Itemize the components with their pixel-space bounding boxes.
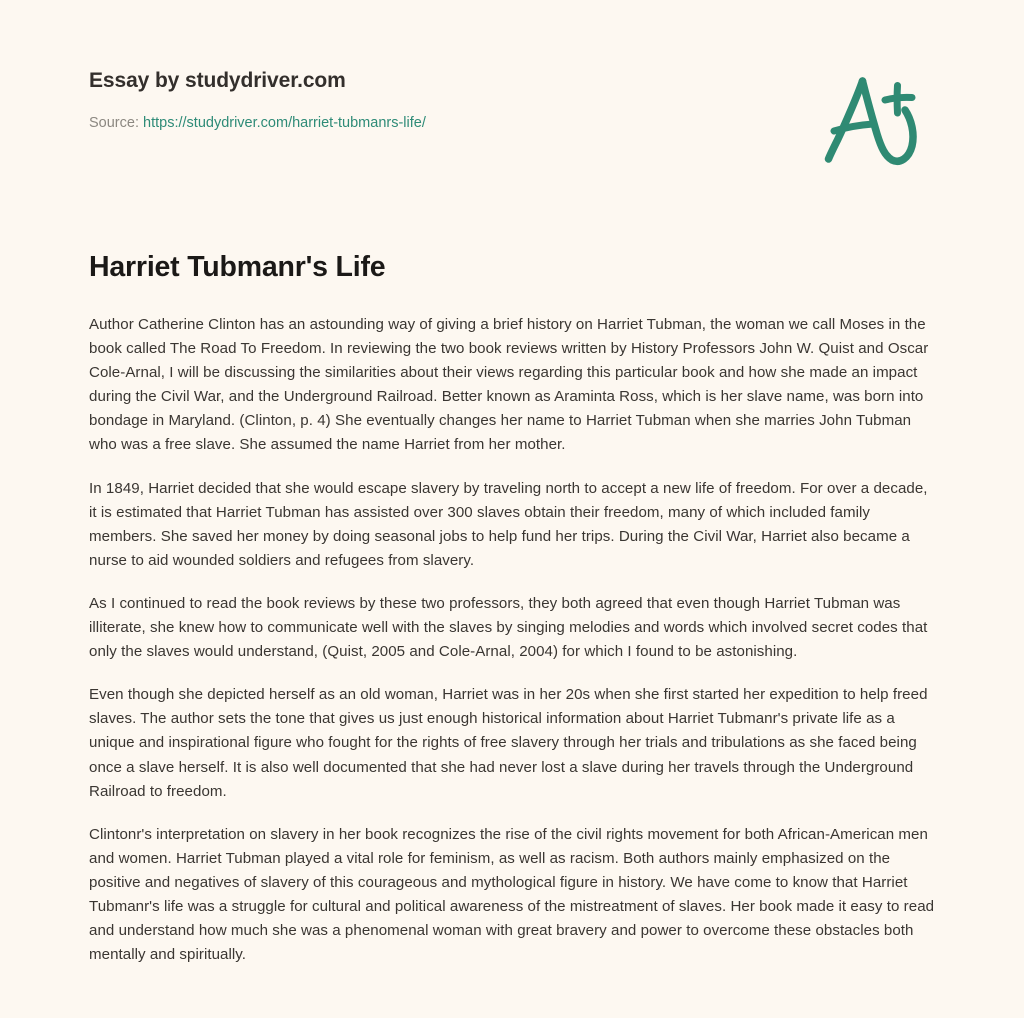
brand-title: Essay by studydriver.com: [89, 69, 346, 92]
document-header: [89, 68, 937, 168]
page-title: Harriet Tubmanr's Life: [89, 251, 386, 283]
a-plus-logo-icon: [817, 72, 927, 168]
essay-body: [89, 313, 939, 967]
essay-paragraph: Even though she depicted herself as an old woman, Harriet was in her 20s when she first started her expedition to help freed slaves. The author sets the tone that gives us just enough historical information about Harriet Tubmanr's private life as a unique and inspirational figure who fought for the rights of free slavery through her trials and tribulations as she faced being once a slave herself. It is also well documented that she had never lost a slave during her travels through the Underground Railroad to freedom.: [89, 686, 928, 800]
essay-paragraph: Clintonr's interpretation on slavery in her book recognizes the rise of the civil rights movement for both African-American men and women. Harriet Tubman played a vital role for feminism, as well as racism. Both authors mainly emphasized on the positive and negatives of slavery of this courageous and mythological figure in history. We have come to know that Harriet Tubmanr's life was a struggle for cultural and political awareness of the mistreatment of slaves. Her book made it easy to read and understand how much she was a phenomenal woman with great bravery and power to overcome these obstacles both mentally and spiritually.: [89, 825, 935, 964]
essay-paragraph: In 1849, Harriet decided that she would escape slavery by traveling north to accept a new life of freedom. For over a decade, it is estimated that Harriet Tubman has assisted over 300 slaves obtain their freedom, many of which included family members. She saved her money by doing seasonal jobs to help fund her trips. During the Civil War, Harriet also became a nurse to aid wounded soldiers and refugees from slavery.: [89, 479, 928, 569]
source-label: Source:: [89, 115, 139, 132]
source-url-link[interactable]: https://studydriver.com/harriet-tubmanrs-life/: [143, 115, 426, 132]
source-line: [89, 114, 937, 133]
essay-paragraph: Author Catherine Clinton has an astounding way of giving a brief history on Harriet Tubman, the woman we call Moses in the book called The Road To Freedom. In reviewing the two book reviews written by History Professors John W. Quist and Oscar Cole-Arnal, I will be discussing the similarities about their views regarding this particular book and how she made an impact during the Civil War, and the Underground Railroad. Better known as Araminta Ross, which is her slave name, was born into bondage in Maryland. (Clinton, p. 4) She eventually changes her name to Harriet Tubman when she marries John Tubman who was a free slave. She assumed the name Harriet from her mother.: [89, 316, 929, 454]
essay-paragraph: As I continued to read the book reviews by these two professors, they both agreed that even though Harriet Tubman was illiterate, she knew how to communicate well with the slaves by singing melodies and words which involved secret codes that only the slaves would understand, (Quist, 2005 and Cole-Arnal, 2004) for which I found to be astonishing.: [89, 594, 928, 661]
